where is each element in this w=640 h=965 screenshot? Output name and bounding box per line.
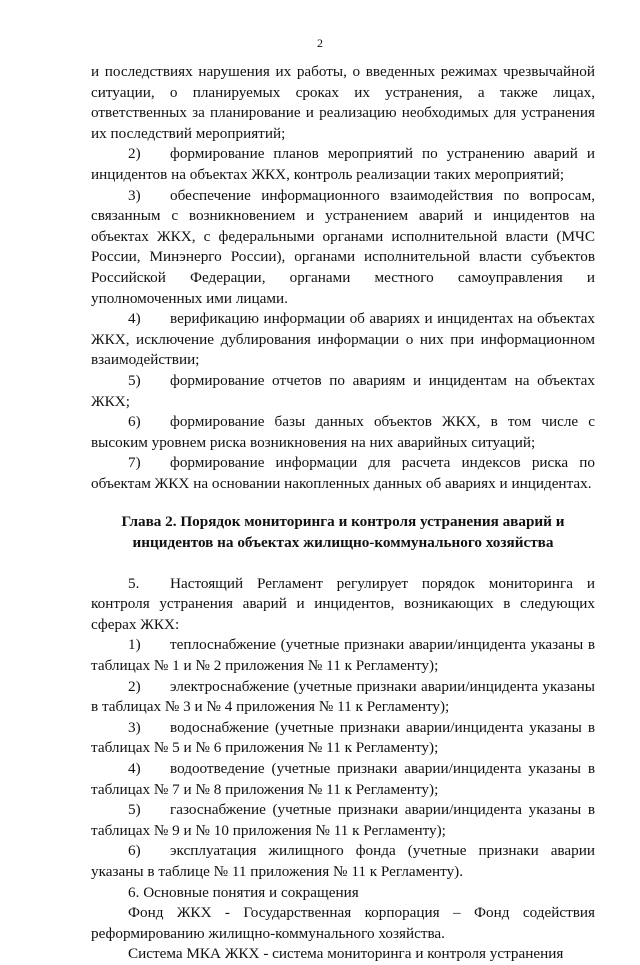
list-item — [91, 371, 595, 412]
list-item — [91, 412, 595, 453]
list-item-text: обеспечение информационного взаимодействия по вопросам, связанным с возникновением и устранением аварий и инцидентов на объектах ЖКХ, с федеральными органами исполнительной власти (МЧС России, Минэнерго России), органами исполнительной власти субъектов Российской Федерации, органами местного самоуправления и уполномоченных ими лицами. — [91, 186, 595, 307]
document-body — [91, 62, 595, 965]
list-item — [91, 800, 595, 841]
definition-text: Фонд ЖКХ - Государственная корпорация – Фонд содействия реформированию жилищно-коммунального хозяйства. — [91, 904, 595, 942]
section-title — [91, 883, 595, 904]
paragraph-number: 5. — [128, 574, 140, 592]
list-item-text: верификацию информации об авариях и инцидентах на объектах ЖКХ, исключение дублирования информации о них при информационном взаимодействии; — [91, 310, 595, 369]
definition-text: Система МКА ЖКХ - система мониторинга и контроля устранения — [128, 945, 564, 963]
chapter-heading-line: Глава 2. Порядок мониторинга и контроля устранения аварий и — [121, 513, 565, 531]
section-title-text: 6. Основные понятия и сокращения — [128, 883, 359, 901]
list-number: 1) — [128, 636, 141, 654]
list-item-text: водоотведение (учетные признаки аварии/инцидента указаны в таблицах № 7 и № 8 приложения № 11 к Регламенту); — [91, 760, 595, 798]
list-number: 2) — [128, 677, 141, 695]
list-item — [91, 677, 595, 718]
numbered-paragraph — [91, 574, 595, 636]
chapter-heading — [91, 512, 595, 553]
list-item — [91, 841, 595, 882]
list-item — [91, 309, 595, 371]
list-item — [91, 186, 595, 310]
list-item-text: газоснабжение (учетные признаки аварии/инцидента указаны в таблицах № 9 и № 10 приложения № 11 к Регламенту); — [91, 801, 595, 839]
list-item-text: формирование информации для расчета индексов риска по объектам ЖКХ на основании накопленных данных об авариях и инцидентах. — [91, 454, 595, 492]
list-item-text: формирование базы данных объектов ЖКХ, в том числе с высоким уровнем риска возникновения на них аварийных ситуаций; — [91, 413, 595, 451]
chapter-heading-line: инцидентов на объектах жилищно-коммунального хозяйства — [132, 534, 554, 552]
definition-paragraph — [91, 944, 595, 965]
list-item — [91, 453, 595, 494]
list-item-text: теплоснабжение (учетные признаки аварии/инцидента указаны в таблицах № 1 и № 2 приложения № 11 к Регламенту); — [91, 636, 595, 675]
list-number: 5) — [128, 371, 141, 389]
paragraph-text: и последствиях нарушения их работы, о введенных режимах чрезвычайной ситуации, о планируемых сроках их устранения, а также лицах, ответственных за планирование и реализацию необходимых для устранения их последствий мероприятий; — [91, 63, 595, 142]
list-item — [91, 144, 595, 185]
list-number: 6) — [128, 413, 141, 431]
list-number: 5) — [128, 801, 141, 819]
list-item — [91, 759, 595, 800]
list-item — [91, 635, 595, 676]
list-number: 2) — [128, 145, 141, 163]
list-item-text: эксплуатация жилищного фонда (учетные признаки аварии указаны в таблице № 11 приложения № 11 к Регламенту). — [91, 842, 595, 880]
list-item — [91, 718, 595, 759]
list-item-text: водоснабжение (учетные признаки аварии/инцидента указаны в таблицах № 5 и № 6 приложения № 11 к Регламенту); — [91, 718, 595, 757]
list-item-text: электроснабжение (учетные признаки аварии/инцидента указаны в таблицах № 3 и № 4 приложения № 11 к Регламенту); — [91, 677, 595, 716]
page-number: 2 — [317, 36, 323, 50]
list-number: 6) — [128, 842, 141, 860]
list-number: 4) — [128, 310, 141, 328]
paragraph-text: Настоящий Регламент регулирует порядок мониторинга и контроля устранения аварий и инцидентов, возникающих в следующих сферах ЖКХ: — [91, 574, 595, 633]
definition-paragraph — [91, 903, 595, 944]
list-number: 4) — [128, 760, 141, 777]
list-number: 3) — [128, 718, 141, 736]
list-item-text: формирование отчетов по авариям и инцидентам на объектах ЖКХ; — [91, 371, 595, 410]
list-item-text: формирование планов мероприятий по устранению аварий и инцидентов на объектах ЖКХ, контроль реализации таких мероприятий; — [91, 145, 595, 183]
list-number: 3) — [128, 186, 141, 204]
list-number: 7) — [128, 454, 141, 472]
paragraph-continuation — [91, 62, 595, 144]
